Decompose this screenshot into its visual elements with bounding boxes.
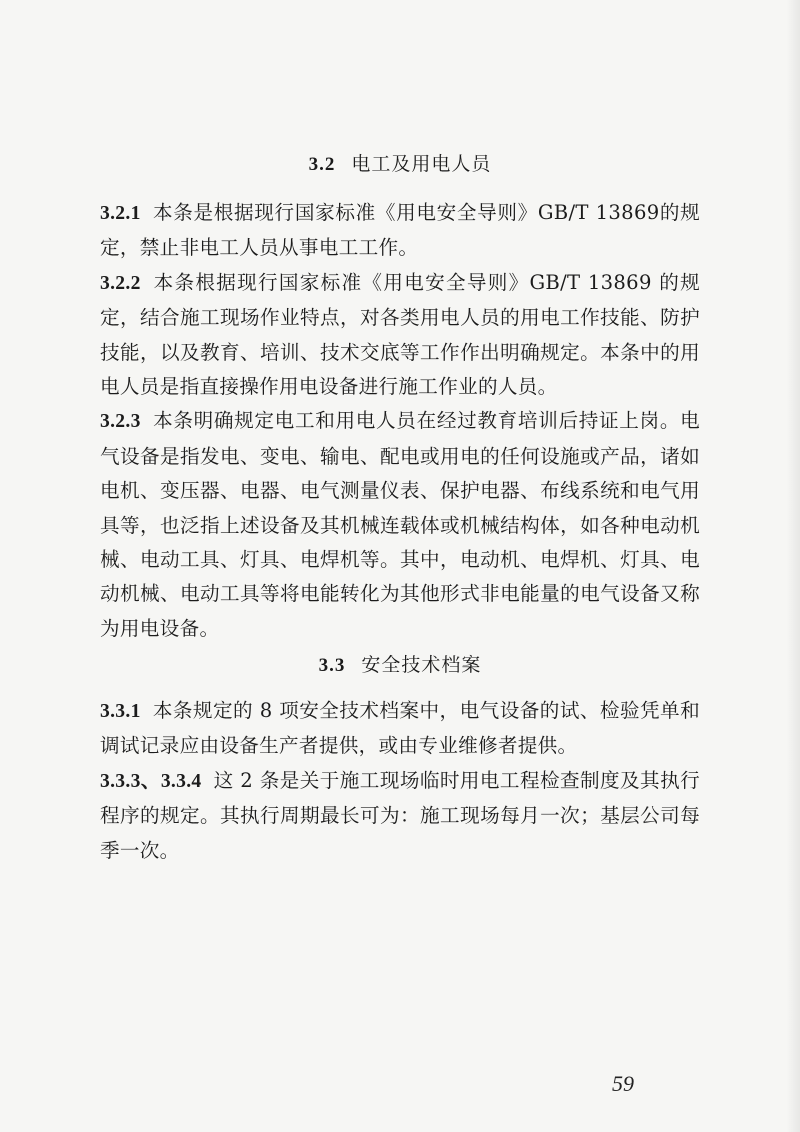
clause-number: 3.3.1 [100, 701, 141, 722]
clause-text: 本条明确规定电工和用电人员在经过教育培训后持证上岗。电气设备是指发电、变电、输电、配电或用电的任何设施或产品，诸如电机、变压器、电器、电气测量仪表、保护电器、布线系统和电气用具等，也泛指上述设备及其机械连载体或机械结构体，如各种电动机械、电动工具、灯具、电焊机等。其中，电动机、电焊机、灯具、电动机械、电动工具等将电能转化为其他形式非电能量的电气设备又称为用电设备。 [100, 409, 700, 640]
clause-text: 本条根据现行国家标准《用电安全导则》GB/T 13869 的规定，结合施工现场作业特点，对各类用电人员的用电工作技能、防护技能，以及教育、培训、技术交底等工作作出明确规定。本条中的用电人员是指直接操作用电设备进行施工作业的人员。 [100, 270, 700, 399]
section-heading-text: 电工及用电人员 [351, 153, 492, 175]
clause-3-3-1 [100, 694, 700, 764]
clause-number: 3.3.3、3.3.4 [100, 770, 202, 792]
page-edge-shadow [786, 0, 800, 1132]
clause-number: 3.2.2 [100, 272, 141, 294]
clause-text: 这 2 条是关于施工现场临时用电工程检查制度及其执行程序的规定。其执行周期最长可为：施工现场每月一次；基层公司每季一次。 [100, 768, 700, 862]
clause-text: 本条是根据现行国家标准《用电安全导则》GB/T 13869的规定，禁止非电工人员从事电工工作。 [100, 201, 700, 260]
clause-3-2-1 [100, 196, 700, 266]
section-heading-number: 3.3 [318, 655, 346, 676]
clause-number: 3.2.3 [100, 411, 141, 433]
clause-3-2-2 [100, 266, 700, 405]
section-heading-number: 3.2 [308, 154, 336, 175]
section-3-2-body [100, 196, 700, 646]
clause-number: 3.2.1 [100, 203, 141, 224]
clause-3-2-3 [100, 404, 700, 646]
section-heading-3-2 [100, 149, 700, 176]
section-3-3-body [100, 694, 700, 868]
page-number: 59 [612, 1071, 634, 1096]
section-heading-text: 安全技术档案 [361, 654, 482, 676]
section-heading-3-3 [100, 650, 700, 677]
clause-3-3-3-and-3-3-4 [100, 764, 700, 868]
clause-text: 本条规定的 8 项安全技术档案中，电气设备的试、检验凭单和调试记录应由设备生产者提供，或由专业维修者提供。 [100, 699, 700, 758]
